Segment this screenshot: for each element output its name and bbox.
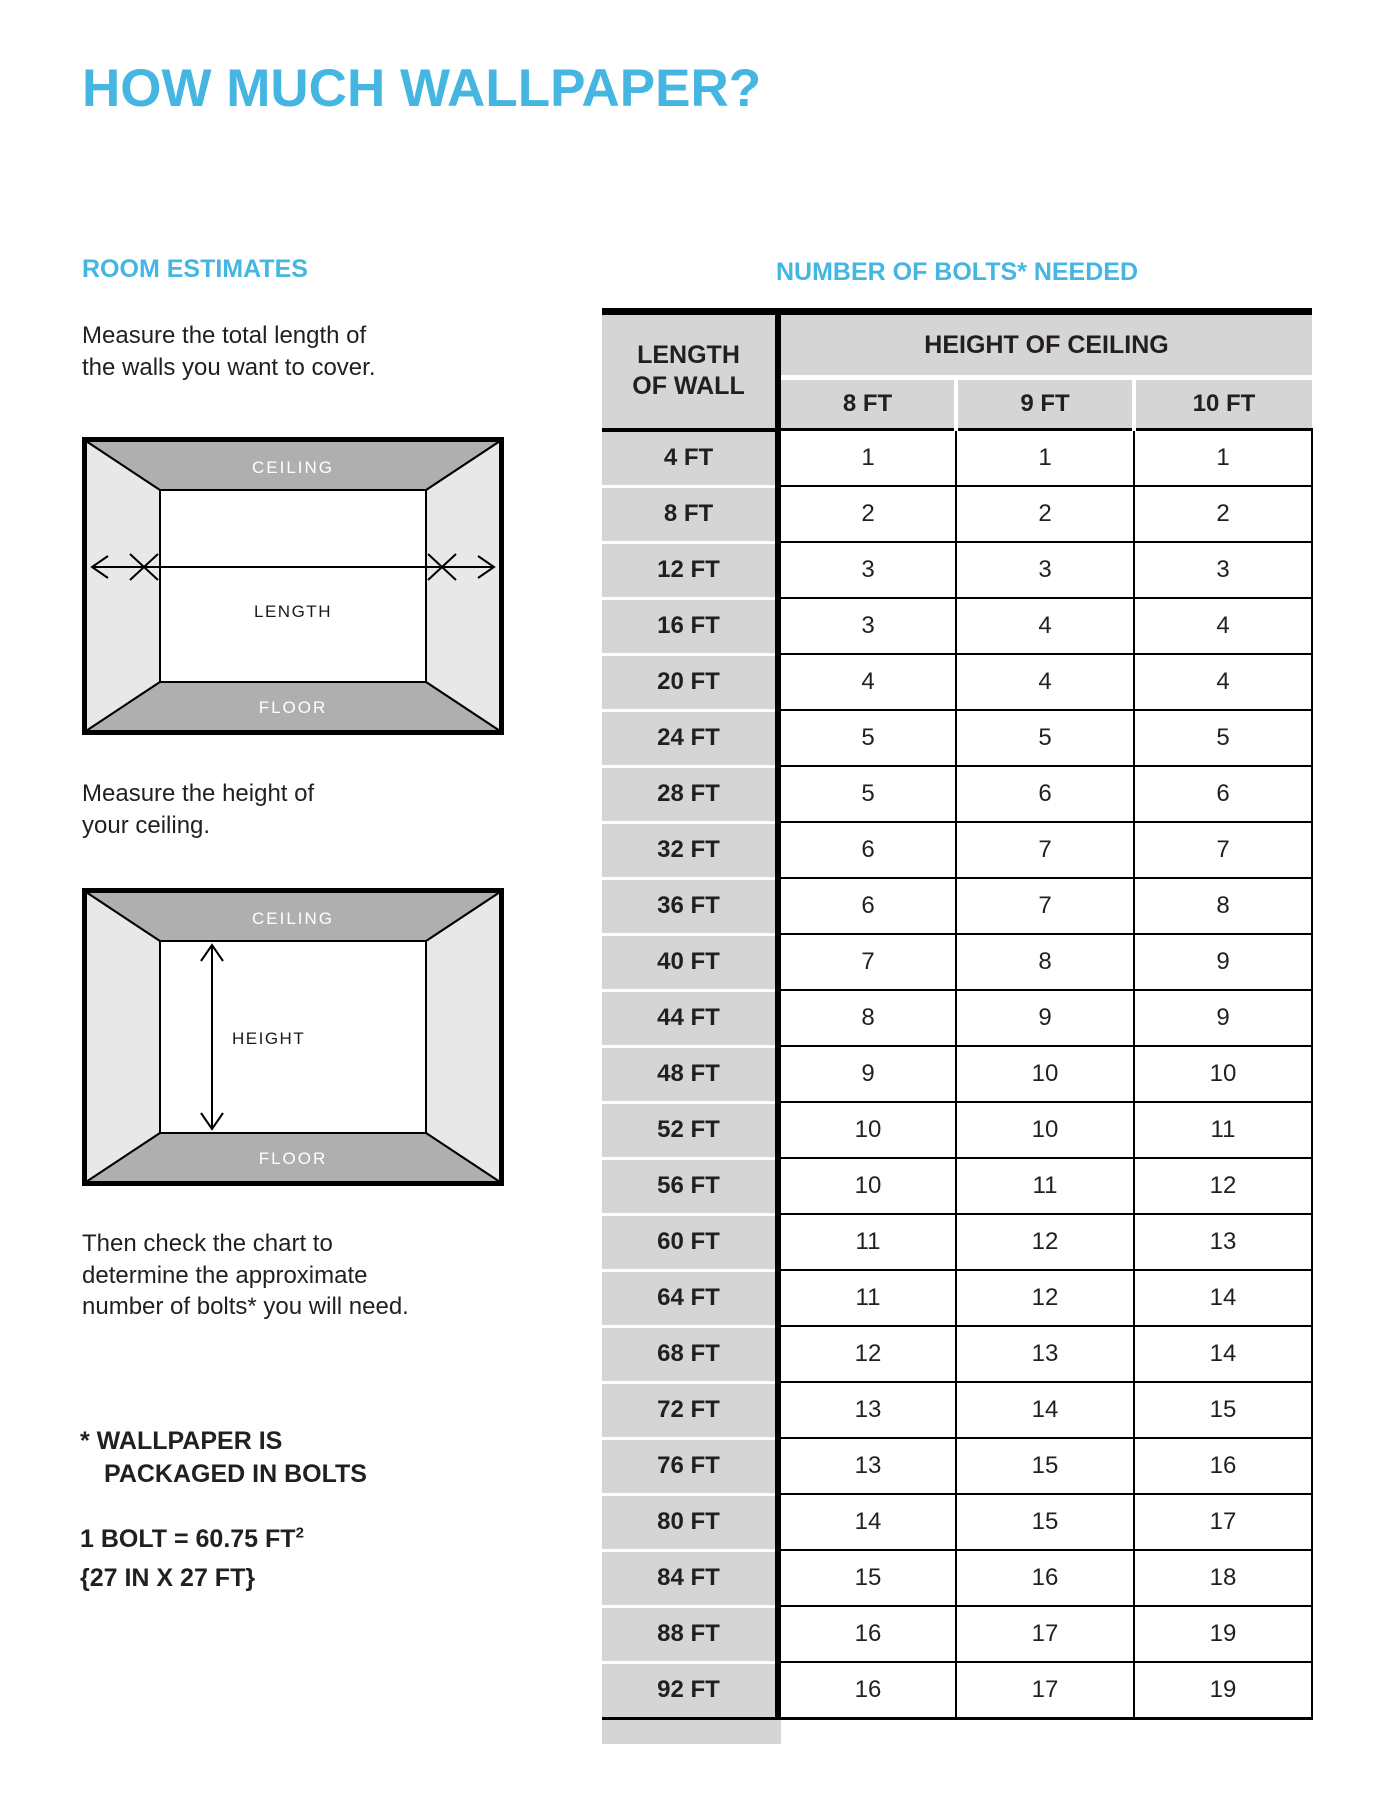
cell-8ft: 2 — [778, 486, 956, 542]
row-length-label: 12 FT — [602, 542, 778, 598]
ceiling-label: CEILING — [251, 909, 335, 928]
table-row — [602, 1158, 1312, 1214]
table-row — [602, 654, 1312, 710]
cell-9ft: 17 — [956, 1662, 1134, 1718]
paragraph-line: your ceiling. — [82, 811, 211, 839]
table-row — [602, 1550, 1312, 1606]
table-row — [602, 934, 1312, 990]
wallpaper-bolts-note — [80, 1425, 367, 1491]
table-row — [602, 1662, 1312, 1718]
floor-label: FLOOR — [258, 698, 328, 717]
bolts-needed-heading: NUMBER OF BOLTS* NEEDED — [775, 258, 1139, 286]
cell-8ft: 10 — [778, 1158, 956, 1214]
cell-8ft: 4 — [778, 654, 956, 710]
cell-10ft: 14 — [1134, 1270, 1312, 1326]
height-of-ceiling-header: HEIGHT OF CEILING — [778, 312, 1312, 378]
row-length-label: 40 FT — [602, 934, 778, 990]
paragraph-line: determine the approximate — [82, 1261, 368, 1289]
cell-8ft: 10 — [778, 1102, 956, 1158]
cell-8ft: 13 — [778, 1382, 956, 1438]
table-row — [602, 1326, 1312, 1382]
row-length-label: 88 FT — [602, 1606, 778, 1662]
page-title: HOW MUCH WALLPAPER? — [82, 59, 762, 118]
table-row — [602, 1270, 1312, 1326]
cell-10ft: 5 — [1134, 710, 1312, 766]
ceiling-9ft-header: 9 FT — [956, 378, 1134, 430]
table-row — [602, 1494, 1312, 1550]
cell-9ft: 3 — [956, 542, 1134, 598]
table-row — [602, 1214, 1312, 1270]
cell-8ft: 5 — [778, 766, 956, 822]
check-chart-paragraph — [82, 1228, 409, 1323]
cell-8ft: 16 — [778, 1606, 956, 1662]
cell-10ft: 2 — [1134, 486, 1312, 542]
cell-10ft: 15 — [1134, 1382, 1312, 1438]
cell-9ft: 1 — [956, 430, 1134, 487]
row-length-label: 64 FT — [602, 1270, 778, 1326]
cell-9ft: 2 — [956, 486, 1134, 542]
ceiling-8ft-header: 8 FT — [778, 378, 956, 430]
cell-9ft: 7 — [956, 878, 1134, 934]
row-length-label: 4 FT — [602, 430, 778, 487]
cell-9ft: 10 — [956, 1102, 1134, 1158]
bolt-dimensions: {27 IN X 27 FT} — [80, 1563, 256, 1592]
table-row — [602, 1046, 1312, 1102]
note-line: PACKAGED IN BOLTS — [104, 1460, 367, 1488]
cell-10ft: 9 — [1134, 934, 1312, 990]
ceiling-10ft-header: 10 FT — [1134, 378, 1312, 430]
row-length-label: 8 FT — [602, 486, 778, 542]
row-length-label: 28 FT — [602, 766, 778, 822]
cell-10ft: 12 — [1134, 1158, 1312, 1214]
cell-9ft: 16 — [956, 1550, 1134, 1606]
cell-10ft: 16 — [1134, 1438, 1312, 1494]
cell-9ft: 7 — [956, 822, 1134, 878]
length-label: LENGTH — [254, 602, 332, 621]
table-row — [602, 1438, 1312, 1494]
bolt-equation-text: 1 BOLT = 60.75 FT — [80, 1525, 296, 1553]
row-length-label: 44 FT — [602, 990, 778, 1046]
row-length-label: 36 FT — [602, 878, 778, 934]
cell-8ft: 6 — [778, 822, 956, 878]
length-header-line: OF WALL — [632, 372, 745, 401]
paragraph-line: Measure the total length of — [82, 322, 367, 349]
cell-8ft: 5 — [778, 710, 956, 766]
cell-10ft: 3 — [1134, 542, 1312, 598]
row-length-label: 68 FT — [602, 1326, 778, 1382]
cell-10ft: 6 — [1134, 766, 1312, 822]
cell-9ft: 14 — [956, 1382, 1134, 1438]
measure-height-paragraph — [82, 778, 314, 841]
cell-10ft: 9 — [1134, 990, 1312, 1046]
row-length-label: 16 FT — [602, 598, 778, 654]
length-header-line: LENGTH — [637, 341, 740, 369]
table-row — [602, 1606, 1312, 1662]
cell-9ft: 12 — [956, 1214, 1134, 1270]
bolt-info — [80, 1520, 304, 1598]
table-row — [602, 878, 1312, 934]
cell-8ft: 13 — [778, 1438, 956, 1494]
cell-8ft: 3 — [778, 598, 956, 654]
cell-9ft: 12 — [956, 1270, 1134, 1326]
cell-10ft: 1 — [1134, 430, 1312, 487]
cell-10ft: 18 — [1134, 1550, 1312, 1606]
row-length-label: 52 FT — [602, 1102, 778, 1158]
table-row — [602, 1102, 1312, 1158]
paragraph-line: Then check the chart to — [82, 1230, 333, 1257]
cell-8ft: 15 — [778, 1550, 956, 1606]
bolts-table — [602, 308, 1313, 1720]
row-length-label: 20 FT — [602, 654, 778, 710]
cell-9ft: 8 — [956, 934, 1134, 990]
cell-9ft: 6 — [956, 766, 1134, 822]
floor-label: FLOOR — [258, 1149, 328, 1168]
table-row — [602, 822, 1312, 878]
bolt-equation — [80, 1520, 304, 1559]
paragraph-line: number of bolts* you will need. — [82, 1293, 409, 1321]
row-length-label: 84 FT — [602, 1550, 778, 1606]
table-cutoff-stub — [602, 1720, 781, 1744]
cell-8ft: 9 — [778, 1046, 956, 1102]
cell-8ft: 8 — [778, 990, 956, 1046]
cell-10ft: 17 — [1134, 1494, 1312, 1550]
table-row — [602, 542, 1312, 598]
row-length-label: 48 FT — [602, 1046, 778, 1102]
length-of-wall-header — [602, 312, 778, 430]
cell-10ft: 13 — [1134, 1214, 1312, 1270]
cell-8ft: 6 — [778, 878, 956, 934]
paragraph-line: Measure the height of — [82, 780, 315, 807]
table-row — [602, 766, 1312, 822]
row-length-label: 24 FT — [602, 710, 778, 766]
left-wall-panel — [86, 441, 160, 731]
cell-10ft: 8 — [1134, 878, 1312, 934]
cell-10ft: 19 — [1134, 1662, 1312, 1718]
cell-9ft: 4 — [956, 598, 1134, 654]
cell-9ft: 15 — [956, 1438, 1134, 1494]
table-row — [602, 1382, 1312, 1438]
row-length-label: 60 FT — [602, 1214, 778, 1270]
cell-10ft: 4 — [1134, 598, 1312, 654]
cell-9ft: 15 — [956, 1494, 1134, 1550]
bolts-table-body — [602, 430, 1312, 1719]
row-length-label: 80 FT — [602, 1494, 778, 1550]
cell-10ft: 11 — [1134, 1102, 1312, 1158]
room-length-diagram — [82, 437, 504, 735]
squared-superscript: 2 — [295, 1524, 304, 1542]
back-wall — [160, 490, 426, 682]
cell-8ft: 11 — [778, 1214, 956, 1270]
table-row — [602, 598, 1312, 654]
cell-10ft: 4 — [1134, 654, 1312, 710]
ceiling-label: CEILING — [251, 458, 335, 477]
row-length-label: 76 FT — [602, 1438, 778, 1494]
cell-9ft: 9 — [956, 990, 1134, 1046]
cell-10ft: 14 — [1134, 1326, 1312, 1382]
bolts-table-section — [602, 258, 1312, 1744]
cell-9ft: 5 — [956, 710, 1134, 766]
cell-8ft: 11 — [778, 1270, 956, 1326]
cell-8ft: 14 — [778, 1494, 956, 1550]
cell-9ft: 17 — [956, 1606, 1134, 1662]
table-row — [602, 430, 1312, 487]
row-length-label: 72 FT — [602, 1382, 778, 1438]
cell-10ft: 19 — [1134, 1606, 1312, 1662]
bolts-table-header — [602, 312, 1312, 430]
cell-10ft: 7 — [1134, 822, 1312, 878]
row-length-label: 56 FT — [602, 1158, 778, 1214]
cell-9ft: 4 — [956, 654, 1134, 710]
room-estimates-heading: ROOM ESTIMATES — [82, 255, 308, 283]
height-label: HEIGHT — [232, 1029, 306, 1048]
cell-8ft: 3 — [778, 542, 956, 598]
cell-9ft: 11 — [956, 1158, 1134, 1214]
cell-8ft: 1 — [778, 430, 956, 487]
cell-8ft: 7 — [778, 934, 956, 990]
table-row — [602, 710, 1312, 766]
room-height-diagram — [82, 888, 504, 1186]
table-row — [602, 990, 1312, 1046]
cell-10ft: 10 — [1134, 1046, 1312, 1102]
cell-9ft: 10 — [956, 1046, 1134, 1102]
row-length-label: 32 FT — [602, 822, 778, 878]
cell-8ft: 16 — [778, 1662, 956, 1718]
measure-length-paragraph — [82, 320, 375, 383]
note-line: * WALLPAPER IS — [80, 1427, 283, 1455]
table-row — [602, 486, 1312, 542]
row-length-label: 92 FT — [602, 1662, 778, 1718]
cell-9ft: 13 — [956, 1326, 1134, 1382]
cell-8ft: 12 — [778, 1326, 956, 1382]
right-wall-panel — [426, 892, 500, 1182]
right-wall-panel — [426, 441, 500, 731]
paragraph-line: the walls you want to cover. — [82, 353, 376, 381]
left-wall-panel — [86, 892, 160, 1182]
